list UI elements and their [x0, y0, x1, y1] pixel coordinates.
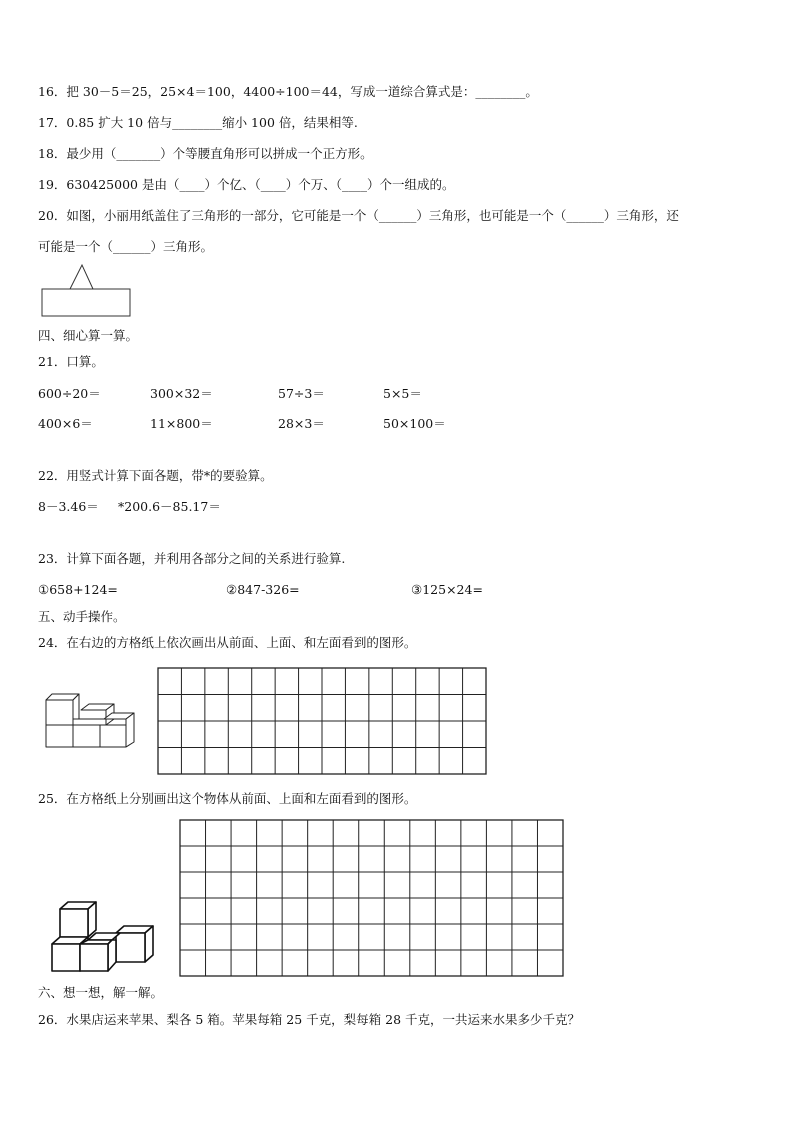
- vertical-calc-item: *200.6－85.17＝: [118, 499, 221, 514]
- cube-stack-figure-25: [50, 900, 156, 974]
- section-6-heading: 六、想一想，解一解。: [38, 985, 164, 1000]
- question-24: 24．在右边的方格纸上依次画出从前面、上面、和左面看到的图形。: [38, 635, 417, 650]
- question-17: 17．0.85 扩大 10 倍与________缩小 100 倍，结果相等.: [38, 115, 358, 130]
- oral-item: 600÷20＝: [38, 386, 101, 401]
- oral-item: 57÷3＝: [278, 386, 325, 401]
- oral-item: 400×6＝: [38, 416, 93, 431]
- question-22: 22．用竖式计算下面各题，带*的要验算。: [38, 468, 273, 483]
- oral-item: 5×5＝: [383, 386, 422, 401]
- calc-check-item: ②847-326=: [226, 582, 300, 597]
- oral-item: 50×100＝: [383, 416, 446, 431]
- cube-stack-figure-24: [44, 684, 136, 750]
- vertical-calc-item: 8－3.46＝: [38, 499, 99, 514]
- question-26: 26．水果店运来苹果、梨各 5 箱。苹果每箱 25 千克，梨每箱 28 千克，一共运来水果多少千克？: [38, 1012, 581, 1027]
- oral-item: 300×32＝: [150, 386, 213, 401]
- question-20-line-1: 20．如图，小丽用纸盖住了三角形的一部分，它可能是一个（______）三角形，也可能是一个（______）三角形，还: [38, 208, 679, 223]
- grid-paper-25: [180, 820, 564, 977]
- section-4-heading: 四、细心算一算。: [38, 328, 139, 343]
- question-21: 21．口算。: [38, 354, 104, 369]
- question-16: 16．把 30－5＝25，25×4＝100，4400÷100＝44，写成一道综合算式是：________。: [38, 84, 538, 99]
- grid-paper-24: [158, 668, 487, 775]
- oral-item: 11×800＝: [150, 416, 213, 431]
- question-20-line-2: 可能是一个（______）三角形。: [38, 239, 214, 254]
- section-5-heading: 五、动手操作。: [38, 609, 126, 624]
- question-19: 19．630425000 是由（____）个亿、（____）个万、（____）个一组成的。: [38, 177, 455, 192]
- question-23: 23．计算下面各题，并利用各部分之间的关系进行验算.: [38, 551, 346, 566]
- oral-item: 28×3＝: [278, 416, 325, 431]
- question-25: 25．在方格纸上分别画出这个物体从前面、上面和左面看到的图形。: [38, 791, 417, 806]
- calc-check-item: ①658+124=: [38, 582, 118, 597]
- question-18: 18．最少用（_______）个等腰直角形可以拼成一个正方形。: [38, 146, 373, 161]
- covered-triangle-figure: [40, 262, 135, 322]
- calc-check-item: ③125×24=: [411, 582, 483, 597]
